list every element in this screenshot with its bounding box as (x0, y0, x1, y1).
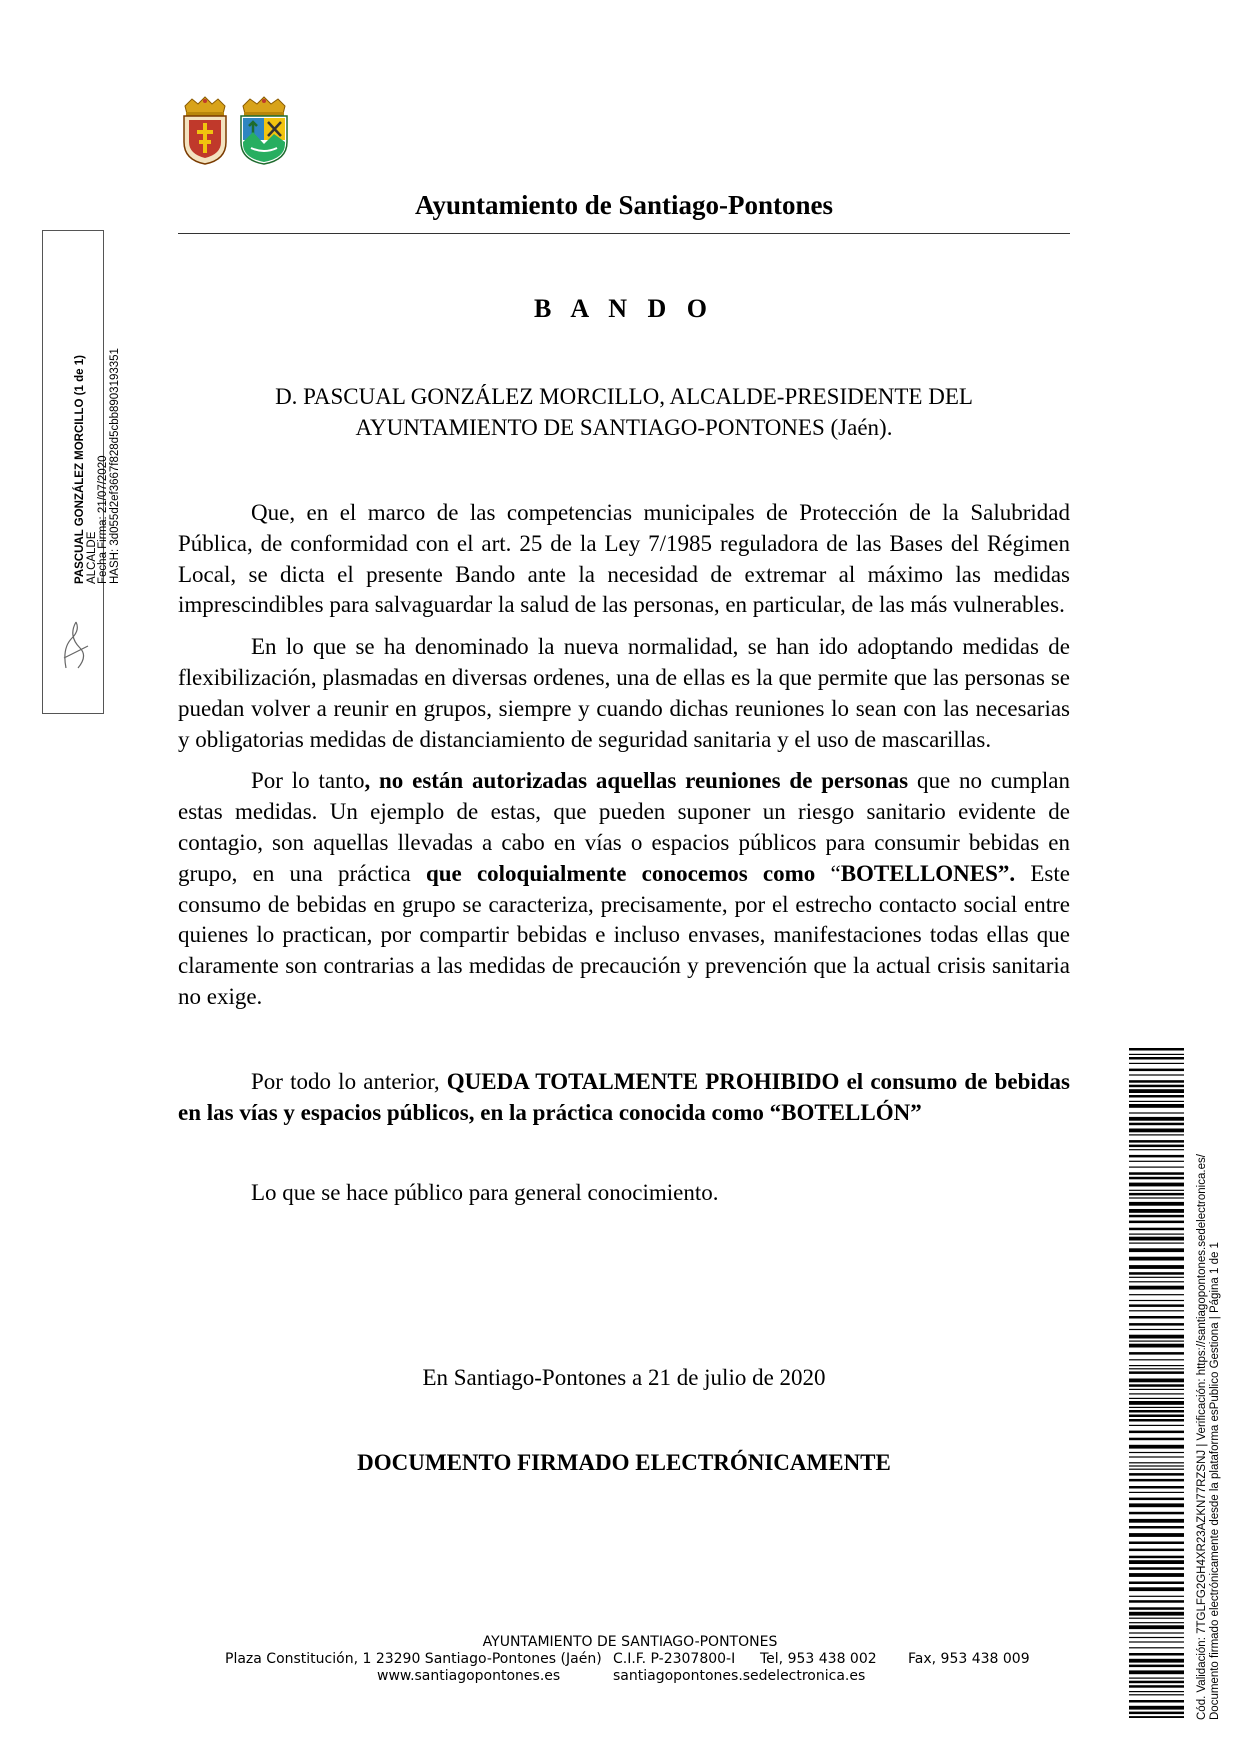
validation-line-1: Cód. Validación: 7TGLFG2GH4XR23AZKN77RZSNJ | Verificación: https://santiagopontones.sedelectronica.es/ (1196, 1154, 1208, 1720)
footer-web: www.santiagopontones.es (377, 1668, 561, 1684)
paragraph-3-text-1: Por lo tanto (251, 768, 365, 794)
coat-of-arms-1-icon (180, 96, 230, 166)
signature-stamp-text (75, 348, 121, 584)
signer-role: ALCALDE (85, 531, 98, 584)
footer-row-2 (225, 1668, 1035, 1685)
closing-line: Lo que se hace público para general conocimiento. (251, 1180, 719, 1206)
signed-notice: DOCUMENTO FIRMADO ELECTRÓNICAMENTE (357, 1450, 891, 1475)
paragraph-3-text-3: “ (815, 860, 841, 886)
issuer-line-2: AYUNTAMIENTO DE SANTIAGO-PONTONES (Jaén). (355, 415, 893, 440)
footer-sede: santiagopontones.sedelectronica.es (613, 1668, 866, 1684)
paragraph-4-text-1: Por todo lo anterior, (251, 1068, 447, 1094)
header-divider (178, 233, 1070, 234)
paragraph-1: Que, en el marco de las competencias municipales de Protección de la Salubridad Pública, de conformidad con el art. 25 de la Ley 7/1985 reguladora de las Bases del Régimen Local, se dicta el presente Bando ante la necesidad de extremar al máximo las medidas imprescindibles para salvaguardar la salud de las personas, en particular, de las más vulnerables. (178, 500, 1070, 618)
paragraph-3 (178, 766, 1070, 1012)
footer-row-1 (225, 1651, 1035, 1668)
page-footer (225, 1634, 1035, 1685)
issuer-line-1: D. PASCUAL GONZÁLEZ MORCILLO, ALCALDE-PRESIDENTE DEL (275, 384, 973, 409)
paragraph-3-bold-1: , no están autorizadas aquellas reuniones de personas (364, 768, 909, 794)
footer-tel: Tel, 953 438 002 (760, 1651, 877, 1667)
footer-cif: C.I.F. P-2307800-I (613, 1651, 736, 1667)
footer-address: Plaza Constitución, 1 23290 Santiago-Pontones (Jaén) (225, 1651, 602, 1667)
issuer-block (178, 381, 1070, 443)
coat-of-arms-2-icon (237, 96, 291, 166)
validation-text (1196, 1154, 1221, 1720)
paragraph-2: En lo que se ha denominado la nueva normalidad, se han ido adoptando medidas de flexibilización, plasmadas en diversas ordenes, una de ellas es la que permite que las personas se puedan volver a reunir en grupos, siempre y cuando dichas reuniones lo sean con las necesarias y obligatorias medidas de distanciamiento de seguridad sanitaria y el uso de mascarillas. (178, 634, 1070, 752)
page-header-title: Ayuntamiento de Santiago-Pontones (414, 190, 834, 220)
handwritten-signature-icon (58, 618, 92, 679)
document-title: B A N D O (533, 294, 715, 323)
paragraph-4-bold-1: QUEDA TOTALMENTE PROHIBIDO el consumo de bebidas en las vías y espacios públicos, en la práctica conocida como “BOTELLÓN” (178, 1068, 1071, 1125)
signer-name: PASCUAL GONZÁLEZ MORCILLO (1 de 1) (74, 355, 86, 584)
signature-hash: HASH: 3d055d2ef3667f828d5cbb8903193351 (108, 348, 121, 584)
document-body (178, 498, 1070, 1209)
barcode-icon (1129, 1048, 1184, 1718)
footer-fax: Fax, 953 438 009 (908, 1651, 1030, 1667)
paragraph-4 (178, 1067, 1070, 1129)
validation-line-2: Documento firmado electrónicamente desde la plataforma esPublico Gestiona | Página 1 de 1 (1208, 1242, 1221, 1720)
footer-title: AYUNTAMIENTO DE SANTIAGO-PONTONES (482, 1634, 778, 1650)
paragraph-3-bold-2: que coloquialmente conocemos como (425, 860, 816, 886)
paragraph-3-text-4: Este consumo de bebidas en grupo se caracteriza, precisamente, por el estrecho contacto social entre quienes lo practican, por compartir bebidas e incluso envases, manifestaciones todas ellas que claramente son contrarias a las medidas de precaución y prevención que la actual crisis sanitaria no exige. (178, 860, 1070, 1009)
signature-date: Fecha Firma: 21/07/2020 (97, 455, 109, 584)
place-date: En Santiago-Pontones a 21 de julio de 2020 (422, 1365, 826, 1390)
paragraph-3-bold-3: BOTELLONES”. (840, 860, 1016, 886)
paragraph-3-text-2: que no cumplan estas medidas. Un ejemplo de estas, que pueden suponer un riesgo sanitario evidente de contagio, son aquellas llevadas a cabo en vías o espacios públicos para consumir bebidas en grupo, en una práctica (178, 768, 1070, 886)
